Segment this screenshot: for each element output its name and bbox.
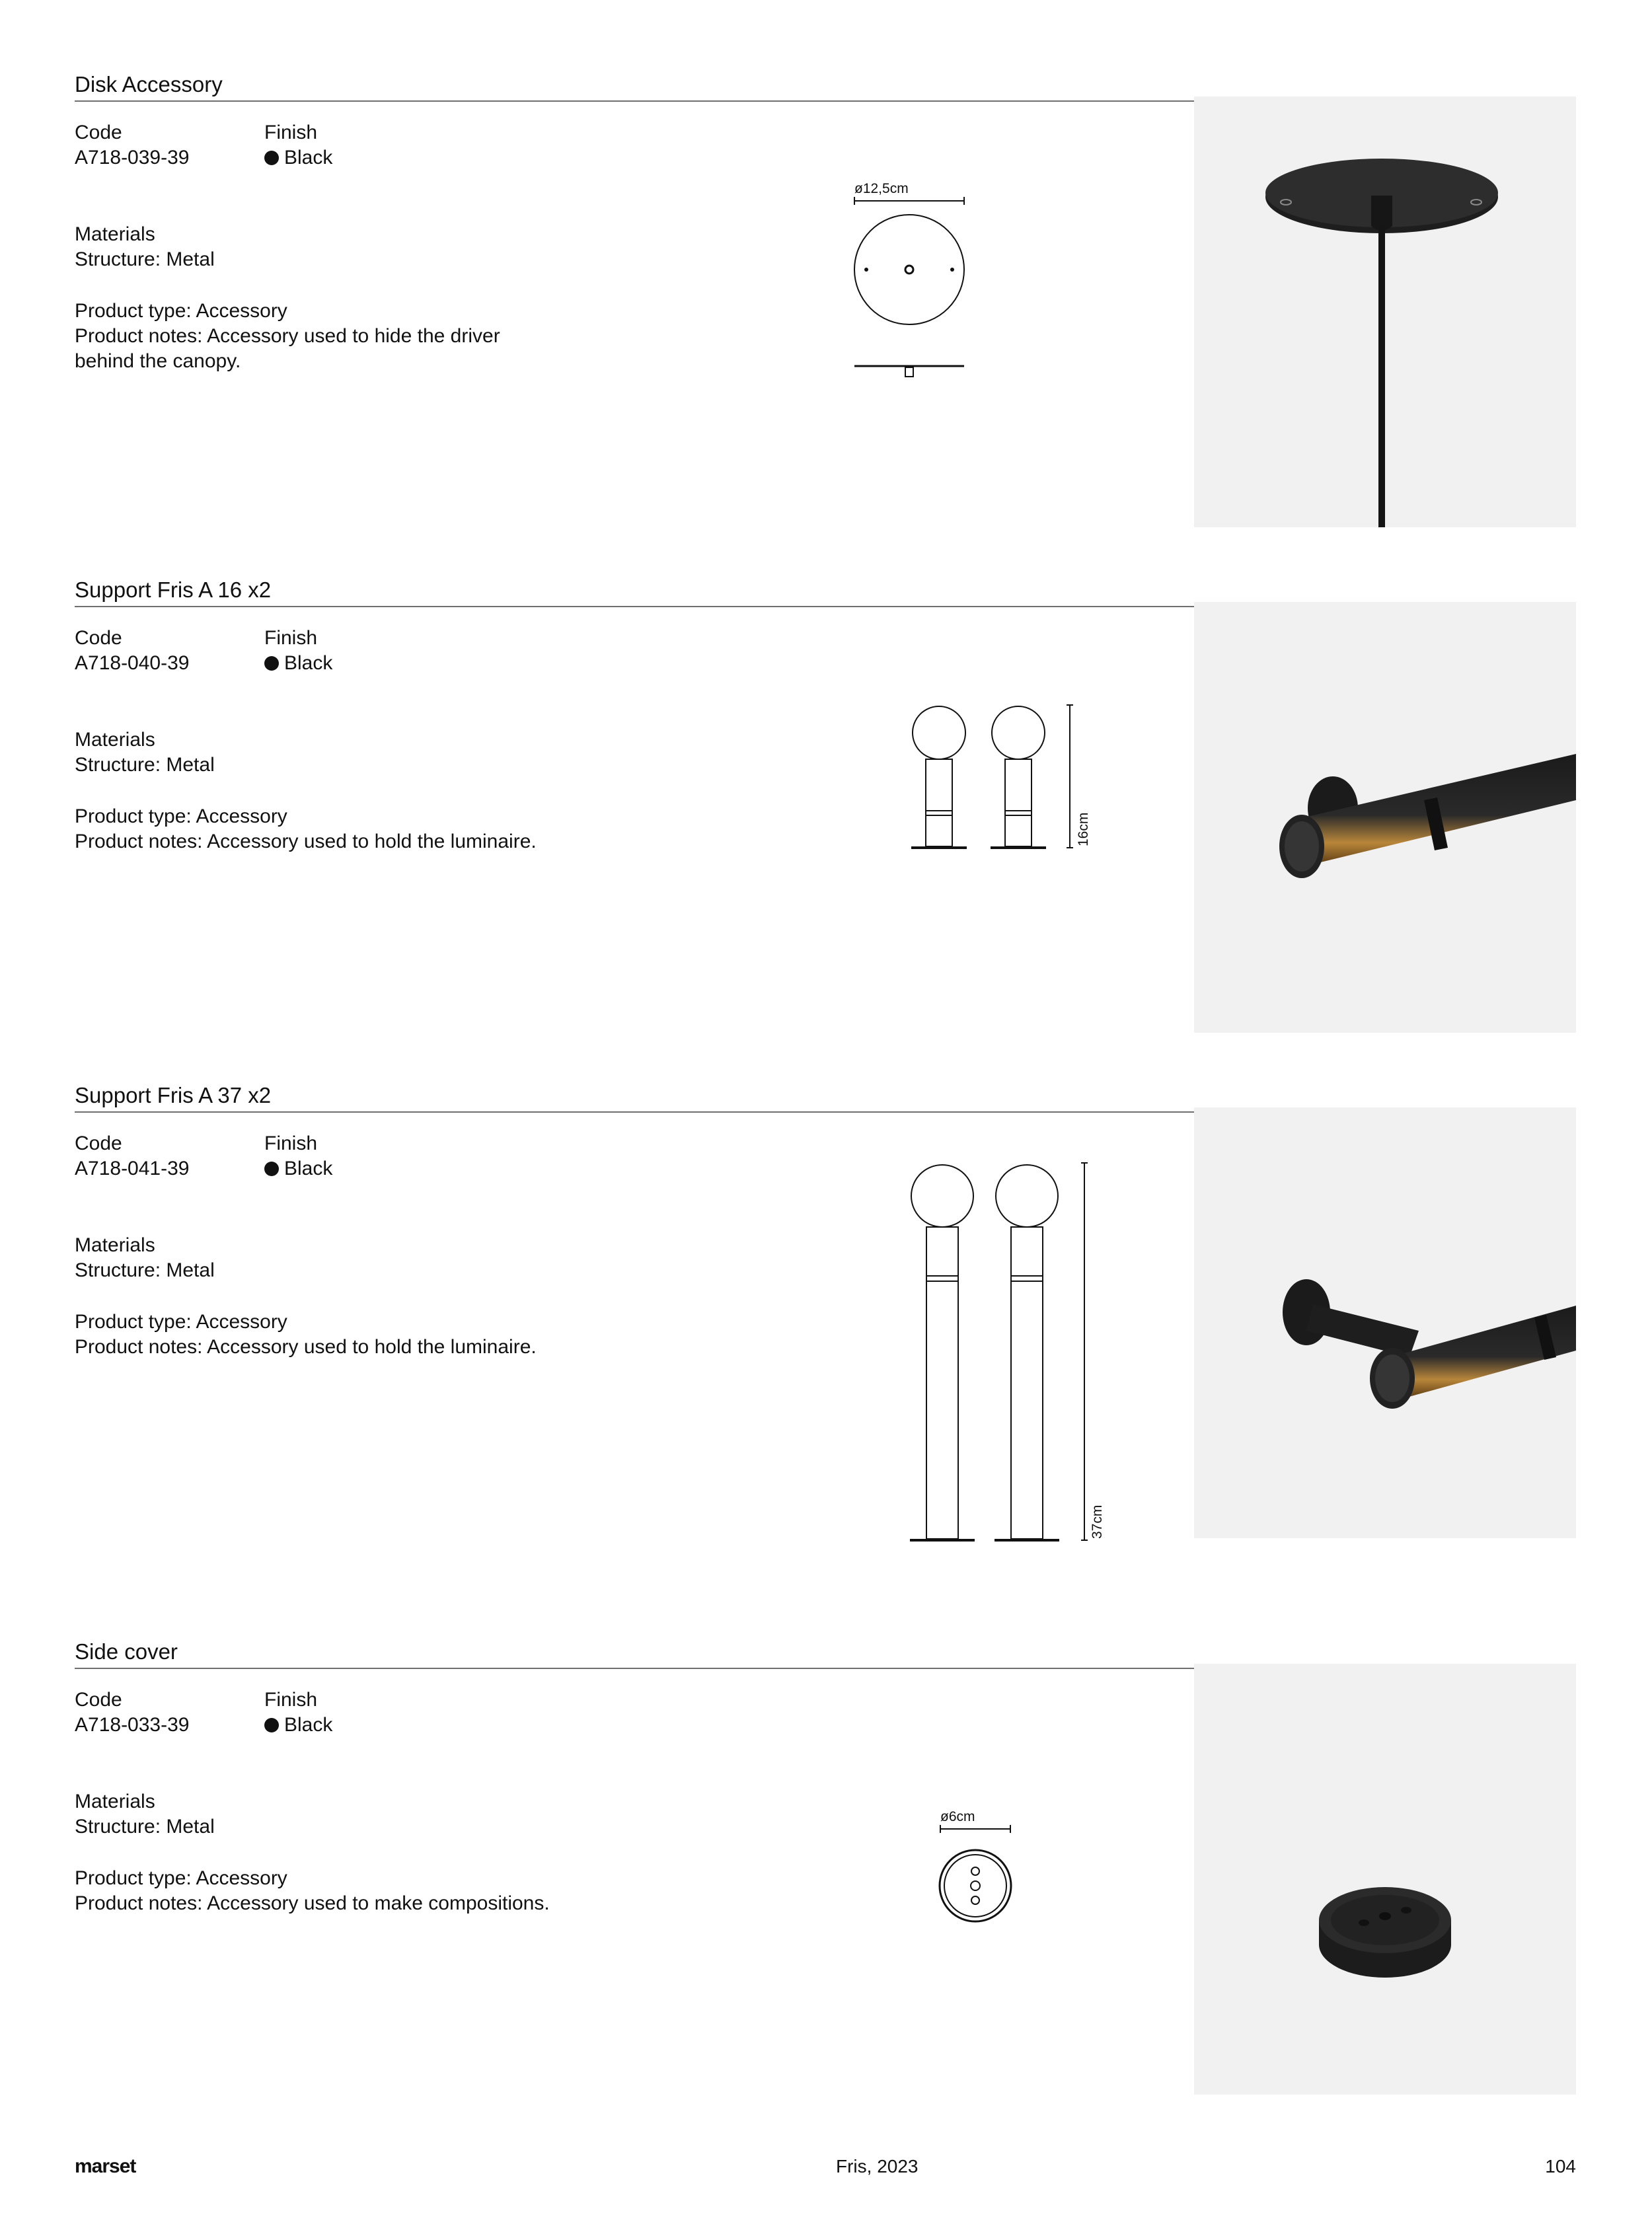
finish-swatch (264, 656, 279, 671)
center-hole (971, 1881, 980, 1890)
product-title: Disk Accessory (75, 72, 223, 96)
materials-label: Materials (75, 1791, 155, 1812)
finish-swatch (264, 151, 279, 165)
document-name: Fris, 2023 (836, 2156, 919, 2176)
product-photo-disk-accessory (1194, 96, 1576, 527)
support-bracket (911, 706, 967, 848)
product-notes: Product notes: Accessory used to hold the luminaire. (75, 1336, 537, 1358)
screw-hole (971, 1896, 979, 1904)
side-cover-render (1194, 1664, 1576, 2095)
code-value: A718-033-39 (75, 1714, 190, 1736)
support-16-render (1194, 602, 1576, 1033)
structure-value: Structure: Metal (75, 1816, 215, 1838)
finish-name: Black (284, 147, 333, 168)
finish-label: Finish (264, 1689, 318, 1711)
screw-hole (950, 268, 954, 272)
materials-label: Materials (75, 729, 155, 751)
product-photo-side-cover (1194, 1664, 1576, 2095)
product-notes: Product notes: Accessory used to hide the driver behind the canopy. (75, 325, 500, 372)
dimension-line (1081, 1163, 1088, 1540)
disk-center-stub (905, 367, 913, 377)
product-type: Product type: Accessory (75, 1311, 287, 1333)
finish-name: Black (284, 1158, 333, 1179)
code-value: A718-041-39 (75, 1158, 190, 1179)
product-title: Support Fris A 37 x2 (75, 1083, 272, 1107)
brand-logo: marset (75, 2155, 136, 2177)
support-37-render (1194, 1107, 1576, 1538)
finish-name: Black (284, 652, 333, 674)
code-label: Code (75, 122, 122, 143)
finish-value (264, 651, 332, 676)
structure-value: Structure: Metal (75, 1259, 215, 1281)
materials-label: Materials (75, 1234, 155, 1256)
side-cover-technical-drawing (934, 1804, 1066, 1936)
product-notes: Product notes: Accessory used to make compositions. (75, 1892, 550, 1914)
finish-swatch (264, 1718, 279, 1732)
disk-top-view (854, 215, 964, 324)
product-type: Product type: Accessory (75, 300, 287, 322)
structure-value: Structure: Metal (75, 248, 215, 270)
support-37-technical-drawing (835, 1162, 1125, 1558)
finish-value (264, 1156, 332, 1181)
finish-value (264, 145, 332, 170)
product-title: Side cover (75, 1639, 178, 1664)
support-bracket (995, 1165, 1059, 1540)
dimension-label: 16cm (1076, 812, 1091, 846)
dimension-label: 37cm (1090, 1505, 1105, 1539)
product-type: Product type: Accessory (75, 805, 287, 827)
finish-swatch (264, 1162, 279, 1176)
product-notes: Product notes: Accessory used to hold the luminaire. (75, 831, 537, 852)
dimension-line (1067, 705, 1073, 848)
dimension-label: ø12,5cm (854, 181, 909, 196)
product-photo-support-16 (1194, 602, 1576, 1033)
screw-hole (864, 268, 868, 272)
product-section-support-16 (75, 577, 1576, 1079)
support-bracket (991, 706, 1046, 848)
product-type: Product type: Accessory (75, 1867, 287, 1889)
code-label: Code (75, 1133, 122, 1154)
product-section-support-37 (75, 1082, 1576, 1584)
finish-label: Finish (264, 122, 318, 143)
code-value: A718-040-39 (75, 652, 190, 674)
dimension-label: ø6cm (940, 1809, 975, 1824)
product-section-disk-accessory (75, 71, 1576, 574)
code-label: Code (75, 1689, 122, 1711)
finish-label: Finish (264, 1133, 318, 1154)
support-16-technical-drawing (835, 702, 1112, 874)
cover-outer-ring (940, 1850, 1011, 1921)
screw-hole (971, 1867, 979, 1875)
cover-inner-ring (944, 1855, 1006, 1917)
dimension-line (940, 1825, 1010, 1833)
page-number: 104 (1545, 2156, 1576, 2176)
finish-name: Black (284, 1714, 333, 1736)
support-bracket (910, 1165, 975, 1540)
disk-technical-drawing (848, 177, 1046, 389)
product-title: Support Fris A 16 x2 (75, 577, 272, 602)
product-photo-support-37 (1194, 1107, 1576, 1538)
dimension-line (854, 197, 964, 205)
code-value: A718-039-39 (75, 147, 190, 168)
code-label: Code (75, 627, 122, 649)
product-section-side-cover (75, 1639, 1576, 2141)
finish-label: Finish (264, 627, 318, 649)
structure-value: Structure: Metal (75, 754, 215, 776)
finish-value (264, 1713, 332, 1738)
disk-render (1194, 96, 1576, 527)
materials-label: Materials (75, 223, 155, 245)
center-hole (905, 266, 913, 274)
